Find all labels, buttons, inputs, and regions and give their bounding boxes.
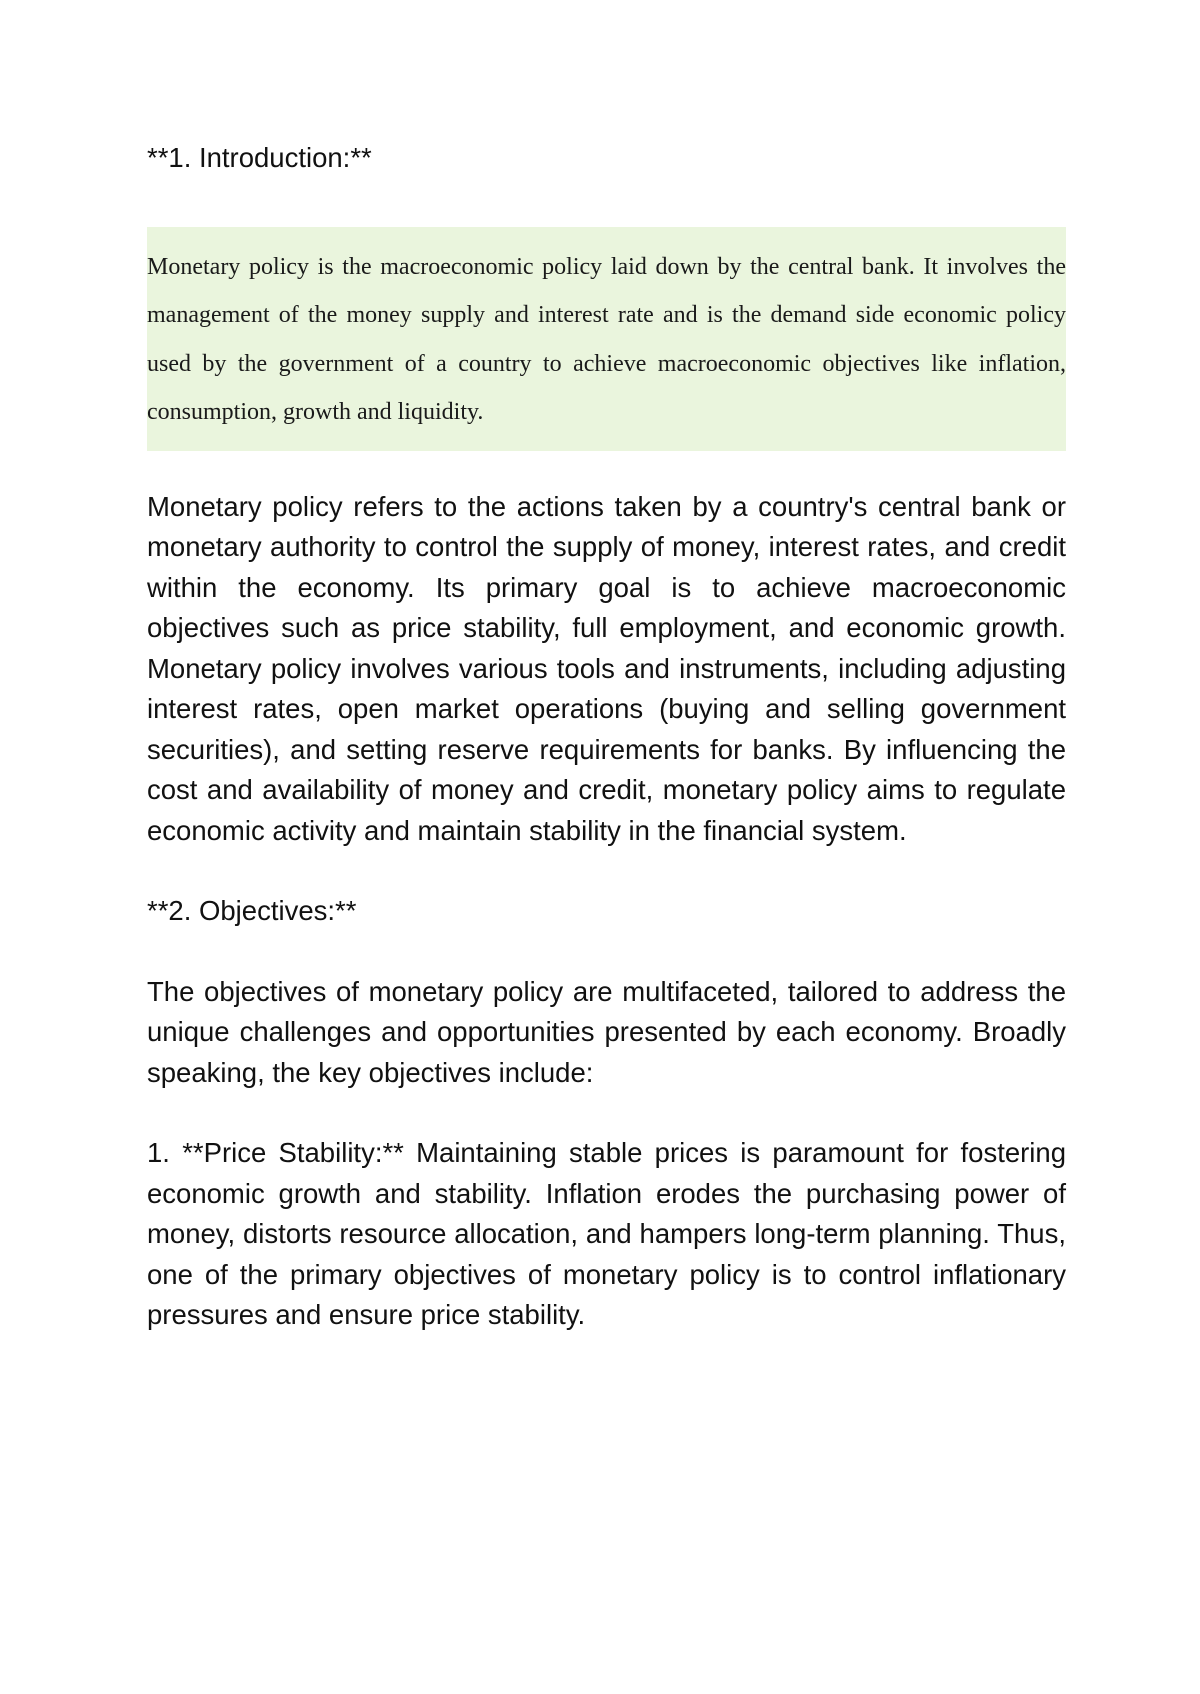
document-body xyxy=(147,138,1066,1336)
section-heading-introduction: **1. Introduction:** xyxy=(147,142,372,173)
section-heading-objectives: **2. Objectives:** xyxy=(147,895,357,926)
objective-item-price-stability: 1. **Price Stability:** Maintaining stable prices is paramount for fostering economic growth and stability. Inflation erodes the purchasing power of money, distorts resource allocation, and hampers long-term planning. Thus, one of the primary objectives of monetary policy is to control inflationary pressures and ensure price stability. xyxy=(147,1137,1066,1330)
objectives-intro-paragraph: The objectives of monetary policy are multifaceted, tailored to address the unique challenges and opportunities presented by each economy. Broadly speaking, the key objectives include: xyxy=(147,975,1066,1088)
highlighted-definition: Monetary policy is the macroeconomic policy laid down by the central bank. It involves the management of the money supply and interest rate and is the demand side economic policy used by the government of a country to achieve macroeconomic objectives like inflation, consumption, growth and liquidity. xyxy=(147,227,1066,451)
introduction-paragraph: Monetary policy refers to the actions taken by a country's central bank or monetary authority to control the supply of money, interest rates, and credit within the economy. Its primary goal is to achieve macroeconomic objectives such as price stability, full employment, and economic growth. Monetary policy involves various tools and instruments, including adjusting interest rates, open market operations (buying and selling government securities), and setting reserve requirements for banks. By influencing the cost and availability of money and credit, monetary policy aims to regulate economic activity and maintain stability in the financial system. xyxy=(147,490,1066,846)
